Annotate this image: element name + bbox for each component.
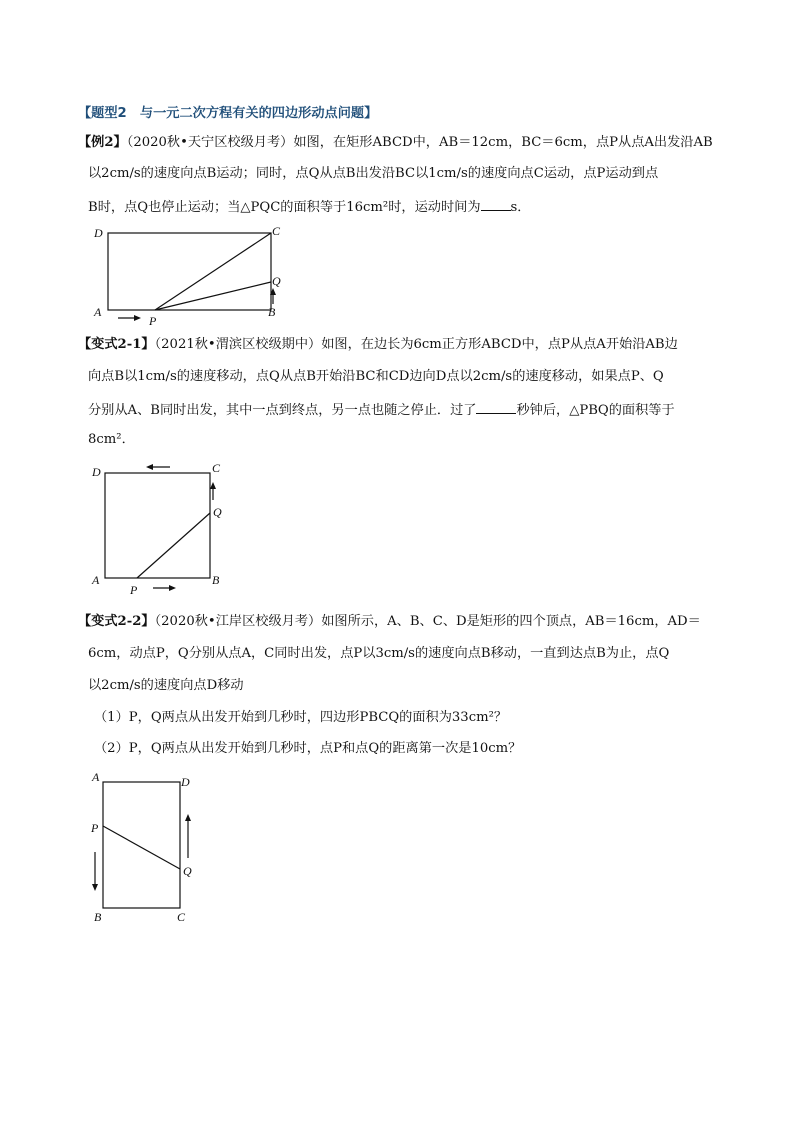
variant22-arrow-p-head bbox=[92, 884, 98, 891]
label-Q: Q bbox=[213, 505, 222, 519]
example2-tag: 【例2】 bbox=[78, 135, 127, 150]
label-D: D bbox=[94, 226, 103, 240]
label-D: D bbox=[181, 775, 190, 789]
variant21-text-1: 如图，在边长为6cm正方形ABCD中，点P从点A开始沿AB边 bbox=[321, 337, 678, 352]
example2-text-2: 以2cm/s的速度向点B运动；同时，点Q从点B出发沿BC以1cm/s的速度向点C运动，点P运动到点 bbox=[88, 166, 659, 181]
example2-text-3: B时，点Q也停止运动；当△PQC的面积等于16cm²时，运动时间为 bbox=[88, 200, 481, 215]
label-A: A bbox=[92, 573, 100, 587]
section-heading: 【题型2 与一元二次方程有关的四边形动点问题】 bbox=[78, 106, 378, 121]
label-Q: Q bbox=[272, 274, 281, 288]
example2-source: （2020秋•天宁区校级月考） bbox=[126, 135, 294, 150]
variant21-text-4: 8cm²． bbox=[88, 432, 135, 447]
variant22-rectangle bbox=[103, 782, 180, 908]
label-P: P bbox=[130, 583, 138, 597]
label-A: A bbox=[94, 305, 102, 319]
label-B: B bbox=[212, 573, 220, 587]
example2-text-3-tail: s． bbox=[510, 200, 531, 215]
variant21-text-3-tail: 秒钟后，△PBQ的面积等于 bbox=[516, 403, 675, 418]
variant22-text-3: 以2cm/s的速度向点D移动 bbox=[88, 678, 244, 693]
variant22-question-2: （2）P，Q两点从出发开始到几秒时，点P和点Q的距离第一次是10cm？ bbox=[94, 741, 522, 756]
label-P: P bbox=[91, 821, 99, 835]
label-A: A bbox=[92, 770, 100, 784]
label-C: C bbox=[177, 910, 186, 924]
variant21-text-3: 分别从A、B同时出发，其中一点到终点，另一点也随之停止．过了 bbox=[88, 403, 477, 418]
variant22-text-1: 如图所示，A、B、C、D是矩形的四个顶点，AB＝16cm，AD＝ bbox=[321, 614, 701, 629]
label-C: C bbox=[212, 461, 221, 475]
label-B: B bbox=[268, 305, 276, 319]
variant21-tag: 【变式2-1】 bbox=[78, 337, 155, 352]
variant21-text-2: 向点B以1cm/s的速度移动，点Q从点B开始沿BC和CD边向D点以2cm/s的速度移动，如果点P、Q bbox=[88, 369, 664, 384]
label-P: P bbox=[149, 314, 157, 328]
label-Q: Q bbox=[183, 864, 192, 878]
variant22-question-1: （1）P，Q两点从出发开始到几秒时，四边形PBCQ的面积为33cm²？ bbox=[94, 710, 508, 725]
variant22-tag: 【变式2-2】 bbox=[78, 614, 155, 629]
variant22-segment-pq bbox=[103, 826, 180, 869]
example2-text-1: 如图，在矩形ABCD中，AB＝12cm，BC＝6cm，点P从点A出发沿AB bbox=[293, 135, 713, 150]
variant21-source: （2021秋•渭滨区校级期中） bbox=[154, 337, 322, 352]
label-D: D bbox=[92, 465, 101, 479]
label-B: B bbox=[94, 910, 102, 924]
variant22-text-2: 6cm，动点P，Q分别从点A，C同时出发，点P以3cm/s的速度向点B移动，一直到达点B为止，点Q bbox=[88, 646, 670, 661]
variant22-source: （2020秋•江岸区校级月考） bbox=[154, 614, 322, 629]
label-C: C bbox=[272, 224, 281, 238]
variant22-arrow-q-head bbox=[185, 814, 191, 821]
